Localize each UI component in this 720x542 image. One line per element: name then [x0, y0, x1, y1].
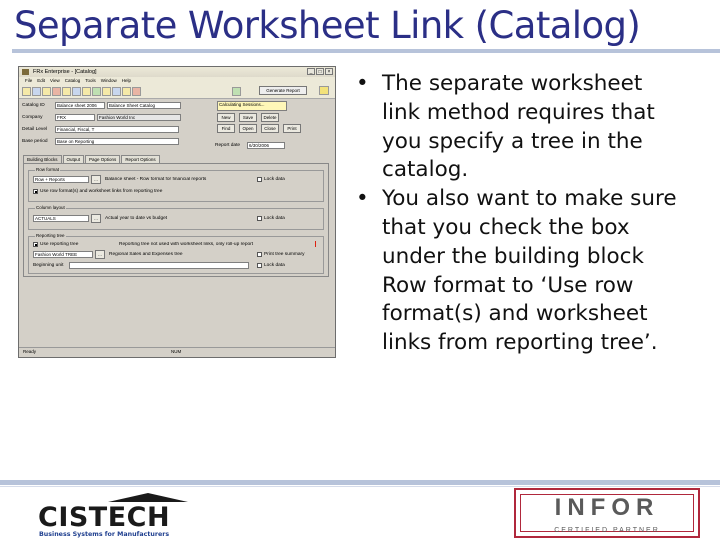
reporting-tree-group [28, 233, 324, 274]
cistech-wordmark: CISTECH [38, 502, 171, 533]
generate-report-button[interactable]: Generate Report [259, 86, 307, 95]
menubar [19, 77, 335, 84]
tab-output[interactable]: Output [63, 155, 85, 163]
company-label: Company [22, 115, 43, 120]
tree-lock-data-checkbox[interactable] [257, 263, 262, 268]
row-icon[interactable] [82, 87, 91, 96]
column-layout-field[interactable]: ACTUALS [33, 215, 89, 222]
row-format-group [28, 167, 324, 202]
catalog-description-field[interactable]: Balance Sheet Catalog [107, 102, 181, 109]
catalog-icon[interactable] [112, 87, 121, 96]
menu-tools[interactable]: Tools [85, 78, 96, 83]
menu-window[interactable]: Window [100, 78, 117, 83]
drill-icon[interactable] [122, 87, 131, 96]
catalog-id-label: Catalog ID [22, 103, 45, 108]
status-bar [19, 347, 335, 357]
footer-rule-thin [0, 486, 720, 487]
bullet-1: • The separate worksheet link method requires that you specify a tree in the catalog. [354, 70, 684, 185]
base-period-label: Base period [22, 139, 48, 144]
bullet-2: • You also want to make sure that you check the box under the building block Row format to ‘Use row format(s) and worksheet links from reporting tree’. [354, 185, 684, 358]
reporting-tree-description: Regional Sales and Expenses tree [109, 252, 183, 257]
row-lock-data-label: Lock data [264, 177, 285, 182]
print-tree-summary-label: Print tree summary [264, 252, 305, 257]
find-button[interactable]: Find [217, 124, 235, 133]
cistech-logo [38, 490, 200, 538]
reporting-tree-warning: Reporting tree not used with worksheet links, only roll-up report [119, 242, 254, 247]
detail-level-label: Detail Level [22, 127, 48, 132]
beginning-unit-label: Beginning unit [33, 263, 64, 268]
use-row-format-tree-checkbox[interactable] [33, 189, 38, 194]
menu-view[interactable]: View [50, 78, 60, 83]
row-lock-data-checkbox[interactable] [257, 177, 262, 182]
column-layout-description: Actual year to date vs budget [105, 216, 168, 221]
catalog-id-field[interactable]: Balance sheet 2006 [55, 102, 105, 109]
help-icon[interactable] [232, 87, 241, 96]
tab-report-options[interactable]: Report Options [121, 155, 159, 163]
new-icon[interactable] [22, 87, 31, 96]
row-format-title: Row format [36, 167, 60, 172]
company-field[interactable]: FRX [55, 114, 95, 121]
column-layout-group [28, 205, 324, 230]
delete-button[interactable]: Delete [261, 113, 279, 122]
title-rule [12, 49, 720, 53]
minimize-icon[interactable]: _ [307, 68, 315, 75]
maximize-icon[interactable]: □ [316, 68, 324, 75]
tab-page-options[interactable]: Page Options [85, 155, 120, 163]
close-button[interactable]: Close [261, 124, 279, 133]
window-titlebar [19, 67, 335, 77]
catalog-window-screenshot [18, 66, 336, 358]
menu-edit[interactable]: Edit [37, 78, 46, 83]
close-icon[interactable]: × [325, 68, 333, 75]
toolbar [19, 84, 335, 99]
open-button[interactable]: Open [239, 124, 257, 133]
beginning-unit-field[interactable] [69, 262, 249, 269]
column-browse-button[interactable]: ... [91, 214, 101, 223]
row-format-field[interactable]: Row + Reports [33, 176, 89, 183]
tree-icon[interactable] [102, 87, 111, 96]
delete-icon[interactable] [52, 87, 61, 96]
company-name-field: Fashion World Inc [97, 114, 181, 121]
use-reporting-tree-label: Use reporting tree [40, 242, 79, 247]
infor-wordmark: INFOR [554, 494, 660, 521]
tree-browse-button[interactable]: ... [95, 250, 105, 259]
reporting-tree-title: Reporting tree [36, 233, 65, 238]
calculating-sessions-field[interactable]: Calculating Sessions... [217, 101, 287, 111]
slide-title: Separate Worksheet Link (Catalog) [14, 4, 641, 47]
save-button[interactable]: Save [239, 113, 257, 122]
row-browse-button[interactable]: ... [91, 175, 101, 184]
reporting-tree-field[interactable]: Fashion World TREE [33, 251, 93, 258]
use-reporting-tree-checkbox[interactable] [33, 242, 38, 247]
column-layout-title: Column layout [36, 205, 65, 210]
column-icon[interactable] [92, 87, 101, 96]
open-icon[interactable] [32, 87, 41, 96]
report-icon[interactable] [132, 87, 141, 96]
status-ready: Ready [23, 349, 37, 354]
print-tree-summary-checkbox[interactable] [257, 252, 262, 257]
print-button[interactable]: Print [283, 124, 301, 133]
building-blocks-panel [23, 163, 329, 277]
footer-rule [0, 480, 720, 485]
window-title: FRx Enterprise - [Catalog] [33, 69, 97, 75]
infor-certified-partner-text: CERTIFIED PARTNER [554, 527, 660, 534]
menu-help[interactable]: Help [121, 78, 132, 83]
warning-marker [315, 241, 316, 247]
copy-icon[interactable] [62, 87, 71, 96]
detail-level-field[interactable]: Financial, Fiscal, T [55, 126, 179, 133]
tree-lock-data-label: Lock data [264, 263, 285, 268]
cistech-tagline: Business Systems for Manufacturers [39, 531, 170, 538]
menu-catalog[interactable]: Catalog [64, 78, 81, 83]
bullet-list [354, 70, 684, 358]
help-toolbar-icon[interactable] [319, 86, 329, 95]
row-format-description: Balance sheet - Row format for financial reports [105, 177, 207, 182]
save-icon[interactable] [42, 87, 51, 96]
infor-certified-partner-logo [514, 488, 700, 538]
column-lock-data-checkbox[interactable] [257, 216, 262, 221]
cistech-logo-graphic [38, 490, 200, 538]
report-date-field[interactable]: 6/30/2006 [247, 142, 285, 149]
status-num: NUM [171, 349, 182, 354]
column-lock-data-label: Lock data [264, 216, 285, 221]
use-row-format-tree-label: Use row format(s) and worksheet links from reporting tree [40, 189, 163, 194]
print-icon[interactable] [72, 87, 81, 96]
base-period-field[interactable]: Base on Reporting [55, 138, 179, 145]
catalog-form [19, 99, 335, 299]
report-date-label: Report date [215, 143, 241, 148]
app-icon [22, 69, 29, 75]
tab-building-blocks[interactable]: Building Blocks [23, 155, 62, 163]
new-button[interactable]: New [217, 113, 235, 122]
menu-file[interactable]: File [25, 78, 33, 83]
